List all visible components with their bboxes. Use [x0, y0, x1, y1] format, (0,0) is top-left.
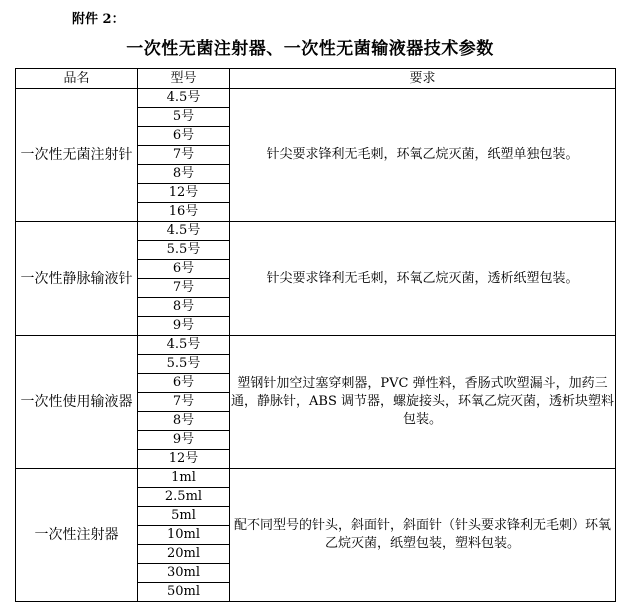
- model-cell: 6号: [138, 374, 230, 393]
- model-cell: 5号: [138, 108, 230, 127]
- model-cell: 7号: [138, 146, 230, 165]
- model-cell: 5ml: [138, 507, 230, 526]
- table-row: [16, 469, 616, 488]
- model-cell: 4.5号: [138, 222, 230, 241]
- table-header-row: [16, 69, 616, 89]
- table-body: [16, 89, 616, 602]
- spec-table: [15, 68, 616, 602]
- model-cell: 5.5号: [138, 241, 230, 260]
- model-cell: 8号: [138, 165, 230, 184]
- product-name-cell: 一次性无菌注射针: [16, 89, 138, 222]
- model-cell: 12号: [138, 184, 230, 203]
- requirement-cell: 配不同型号的针头，斜面针，斜面针（针头要求锋利无毛刺）环氧乙烷灭菌，纸塑包装，塑料包装。: [230, 469, 616, 602]
- model-cell: 2.5ml: [138, 488, 230, 507]
- model-cell: 16号: [138, 203, 230, 222]
- requirement-cell: 针尖要求锋利无毛刺，环氧乙烷灭菌，纸塑单独包装。: [230, 89, 616, 222]
- table-row: [16, 89, 616, 108]
- model-cell: 4.5号: [138, 89, 230, 108]
- annex-label: 附件 2：: [72, 12, 125, 27]
- model-cell: 5.5号: [138, 355, 230, 374]
- model-cell: 30ml: [138, 564, 230, 583]
- document-title: 一次性无菌注射器、一次性无菌输液器技术参数: [126, 39, 494, 59]
- model-cell: 20ml: [138, 545, 230, 564]
- header-product-name: 品名: [16, 69, 138, 89]
- product-name-cell: 一次性静脉输液针: [16, 222, 138, 336]
- requirement-cell: 针尖要求锋利无毛刺，环氧乙烷灭菌，透析纸塑包装。: [230, 222, 616, 336]
- model-cell: 4.5号: [138, 336, 230, 355]
- model-cell: 9号: [138, 317, 230, 336]
- model-cell: 8号: [138, 298, 230, 317]
- table-row: [16, 336, 616, 355]
- requirement-cell: 塑钢针加空过塞穿刺器，PVC 弹性料，香肠式吹塑漏斗，加药三通，静脉针，ABS 调节器，螺旋接头，环氧乙烷灭菌，透析块塑料包装。: [230, 336, 616, 469]
- product-name-cell: 一次性使用输液器: [16, 336, 138, 469]
- model-cell: 1ml: [138, 469, 230, 488]
- model-cell: 6号: [138, 127, 230, 146]
- model-cell: 7号: [138, 279, 230, 298]
- header-requirement: 要求: [230, 69, 616, 89]
- header-model: 型号: [138, 69, 230, 89]
- model-cell: 6号: [138, 260, 230, 279]
- model-cell: 8号: [138, 412, 230, 431]
- model-cell: 12号: [138, 450, 230, 469]
- model-cell: 10ml: [138, 526, 230, 545]
- model-cell: 9号: [138, 431, 230, 450]
- model-cell: 7号: [138, 393, 230, 412]
- model-cell: 50ml: [138, 583, 230, 602]
- product-name-cell: 一次性注射器: [16, 469, 138, 602]
- table-row: [16, 222, 616, 241]
